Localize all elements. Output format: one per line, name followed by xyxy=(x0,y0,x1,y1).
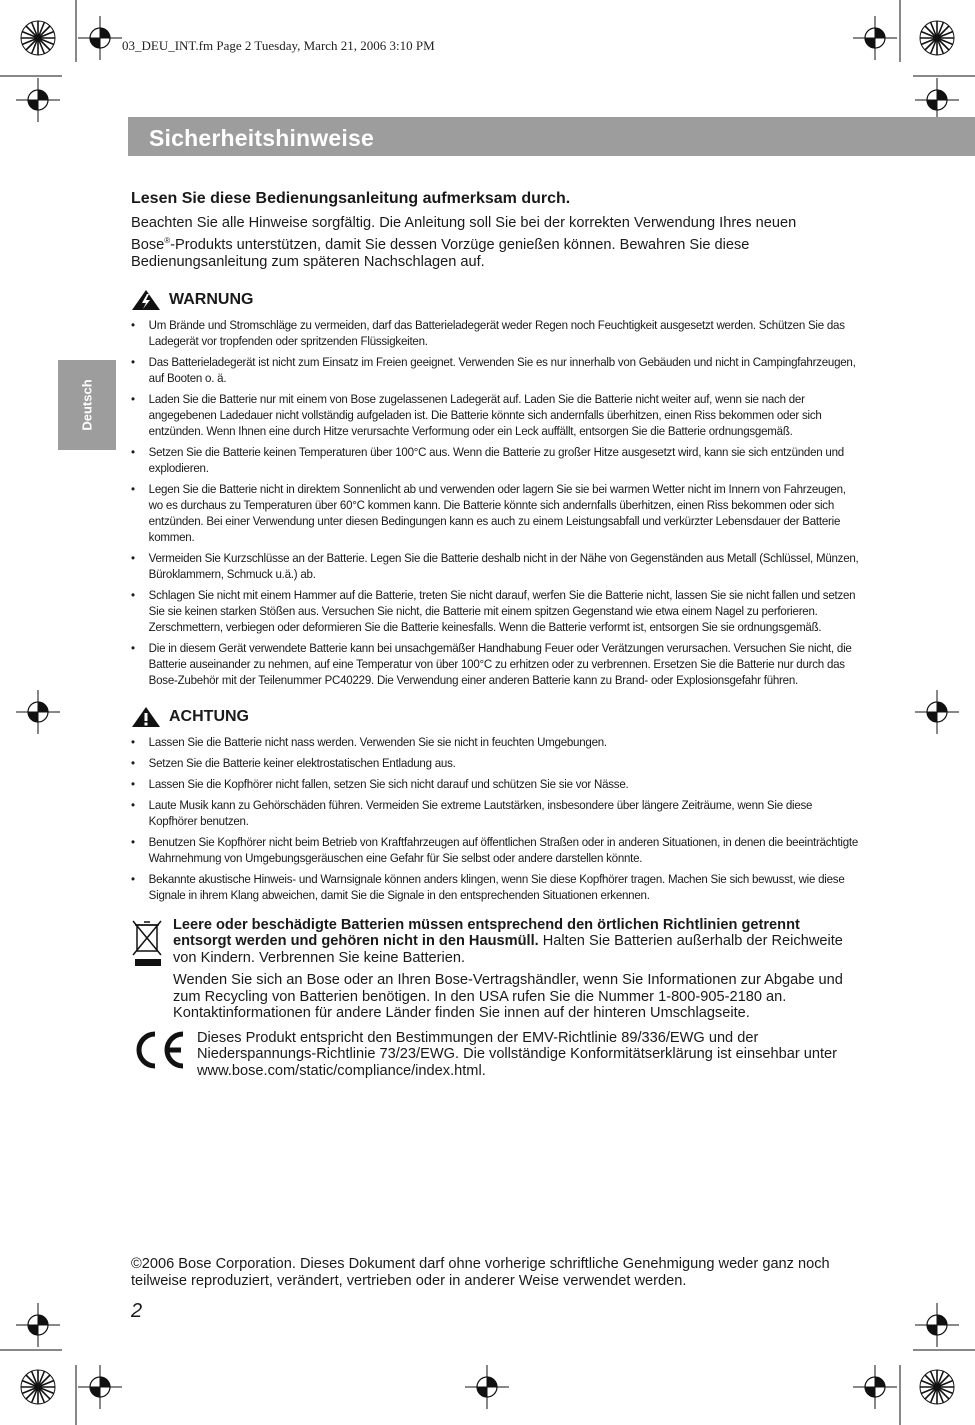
crossed-out-bin-icon xyxy=(131,917,165,969)
compliance-note xyxy=(131,1030,843,1086)
list-item: • Das Batterieladegerät ist nicht zum Einsatz im Freien geeignet. Verwenden Sie es nur innerhalb von Gebäuden und nicht in Campingfahrzeugen, auf Booten o. ä. xyxy=(131,354,859,386)
list-item: • Legen Sie die Batterie nicht in direktem Sonnenlicht ab und verwenden oder lagern Sie sie bei warmen Wetter nicht im Innern von Fahrzeugen, wo es durchaus zu Temperaturen über 60°C kommen kann. Die Batterie könnte sich andernfalls überhitzen, einen Riss bekommen oder sich entzünden. Bei einer Verwendung unter diesen Bedingungen kann es auch zu einem Leistungsabfall und verkürzter Lebensdauer der Batterie kommen. xyxy=(131,481,859,545)
registration-mark-icon xyxy=(853,1365,897,1409)
page-title: Sicherheitshinweise xyxy=(149,125,374,151)
compliance-text: Dieses Produkt entspricht den Bestimmungen der EMV-Richtlinie 89/336/EWG und der Niederspannungs-Richtlinie 73/23/EWG. Die vollständige Konformitätserklärung ist einsehbar unter www.bose.com/static/compliance/index.html. xyxy=(197,1029,838,1079)
list-item: • Schlagen Sie nicht mit einem Hammer auf die Batterie, treten Sie nicht darauf, werfen Sie die Batterie nicht, lassen Sie sie nicht fallen und setzen Sie sie keinen starken Stößen aus. Versuchen Sie nicht, die Batterie mit einem spitzen Gegenstand wie etwa einem Nagel zu perforieren. Zerschmettern, verbiegen oder deformieren Sie die Batterie keinesfalls. Wenn die Batterie verformt ist, entsorgen Sie sie ordnungsgemäß. xyxy=(131,587,859,635)
disposal-bold: Leere oder beschädigte Batterien müssen entsprechend den örtlichen Richtlinien getrennt entsorgt werden und gehören nicht in den Hausmüll. xyxy=(173,916,800,950)
registration-mark-icon xyxy=(853,16,897,60)
caution-heading xyxy=(131,704,843,730)
registration-mark-icon xyxy=(16,1303,60,1347)
page-number: 2 xyxy=(131,1300,143,1322)
ce-mark-icon xyxy=(131,1030,187,1070)
star-target-icon xyxy=(920,1370,954,1404)
list-item: • Vermeiden Sie Kurzschlüsse an der Batterie. Legen Sie die Batterie deshalb nicht in der Nähe von Gegenständen aus Metall (Schlüssel, Münzen, Büroklammern, Schmuck u.ä.) ab. xyxy=(131,550,859,582)
intro-text-a: Beachten Sie alle Hinweise sorgfältig. Die Anleitung soll Sie bei der korrekten Verwendung Ihres neuen Bose xyxy=(131,215,797,253)
warning-label: WARNUNG xyxy=(169,290,254,308)
caution-exclamation-icon xyxy=(131,706,161,728)
list-item: • Benutzen Sie Kopfhörer nicht beim Betrieb von Kraftfahrzeugen auf öffentlichen Straßen oder in anderen Situationen, in denen die beeinträchtigte Wahrnehmung von Umgebungsgeräuschen eine Gefahr für Sie selbst oder andere darstellen könnte. xyxy=(131,834,859,866)
registration-mark-icon xyxy=(16,78,60,122)
intro-heading: Lesen Sie diese Bedienungsanleitung aufmerksam durch. xyxy=(131,190,571,207)
disposal-note xyxy=(131,917,843,1028)
list-item: • Bekannte akustische Hinweis- und Warnsignale können anders klingen, wenn Sie diese Kopfhörer tragen. Machen Sie sich bewusst, wie diese Signale in ihrem Klang abweichen, damit Sie die Signale in den entsprechenden Situationen erkennen. xyxy=(131,871,859,903)
recycling-text: Wenden Sie sich an Bose oder an Ihren Bose-Vertragshändler, wenn Sie Informationen zur Abgabe und zum Recycling von Batterien benötigen. In den USA rufen Sie die Nummer 1-800-905-2180 an. Kontaktinformationen für andere Länder finden Sie innen auf der hinteren Umschlagseite. xyxy=(173,972,843,1022)
list-item: • Laden Sie die Batterie nur mit einem von Bose zugelassenen Ladegerät auf. Laden Sie die Batterie nicht weiter auf, wenn sie nach der angegebenen Ladedauer nicht vollständig aufgeladen ist. Die Batterie könnte sich andernfalls überhitzen, einen Riss bekommen oder sich entzünden. Wenn Ihnen eine durch Hitze verursachte Verformung oder ein Leck auffällt, entsorgen Sie die Batterie ordnungsgemäß. xyxy=(131,391,859,439)
electric-shock-warning-icon xyxy=(131,289,161,311)
intro-text xyxy=(131,215,843,271)
list-item: • Um Brände und Stromschläge zu vermeiden, darf das Batterieladegerät weder Regen noch Feuchtigkeit ausgesetzt werden. Schützen Sie das Ladegerät vor tropfenden oder spritzenden Flüssigkeiten. xyxy=(131,317,859,349)
list-item: • Laute Musik kann zu Gehörschäden führen. Vermeiden Sie extreme Lautstärken, insbesondere über längere Zeiträume, wenn Sie diese Kopfhörer benutzen. xyxy=(131,797,859,829)
registration-mark-icon xyxy=(915,690,959,734)
warning-heading xyxy=(131,287,843,313)
disposal-plain: Halten Sie Batterien außerhalb der Reichweite von Kindern. Verbrennen Sie keine Batterien. xyxy=(173,933,843,966)
list-item: • Lassen Sie die Batterie nicht nass werden. Verwenden Sie sie nicht in feuchten Umgebungen. xyxy=(131,734,859,750)
language-tab xyxy=(58,360,116,450)
warning-list xyxy=(131,317,859,688)
list-item: • Setzen Sie die Batterie keinen Temperaturen über 100°C aus. Wenn die Batterie zu großer Hitze ausgesetzt wird, kann sie sich entzünden und explodieren. xyxy=(131,444,859,476)
language-tab-label: Deutsch xyxy=(79,379,95,431)
intro-text-b: -Produkts unterstützen, damit Sie dessen Vorzüge genießen können. Bewahren Sie diese Bedienungsanleitung zum späteren Nachschlagen auf. xyxy=(131,236,750,270)
list-item: • Lassen Sie die Kopfhörer nicht fallen, setzen Sie sich nicht darauf und schützen Sie sie vor Nässe. xyxy=(131,776,859,792)
registration-mark-icon xyxy=(78,16,122,60)
registration-mark-icon xyxy=(78,1365,122,1409)
caution-label: ACHTUNG xyxy=(169,707,249,725)
print-header: 03_DEU_INT.fm Page 2 Tuesday, March 21, 2006 3:10 PM xyxy=(122,38,435,53)
title-bar xyxy=(128,117,975,156)
registration-mark-icon xyxy=(465,1365,509,1409)
star-target-icon xyxy=(21,1370,55,1404)
list-item: • Setzen Sie die Batterie keiner elektrostatischen Entladung aus. xyxy=(131,755,859,771)
registration-mark-icon xyxy=(915,1303,959,1347)
caution-list xyxy=(131,734,859,903)
disposal-text xyxy=(173,917,843,967)
registration-mark-icon xyxy=(16,690,60,734)
list-item: • Die in diesem Gerät verwendete Batterie kann bei unsachgemäßer Handhabung Feuer oder Verätzungen verursachen. Versuchen Sie nicht, die Batterie auseinander zu nehmen, auf eine Temperatur von über 100°C zu erhitzen oder zu verbrennen. Ersetzen Sie die Batterie nur durch das Bose-Zubehör mit der Teilenummer PC40229. Die Verwendung einer anderen Batterie kann zu Brand- oder Explosionsgefahr führen. xyxy=(131,640,859,688)
star-target-icon xyxy=(21,21,55,55)
copyright-notice: ©2006 Bose Corporation. Dieses Dokument darf ohne vorherige schriftliche Genehmigung weder ganz noch teilweise reproduziert, verändert, vertrieben oder in anderer Weise verwendet werden. xyxy=(131,1256,830,1289)
main-content xyxy=(131,190,859,1085)
registered-mark: ® xyxy=(164,236,171,245)
star-target-icon xyxy=(920,21,954,55)
registration-mark-icon xyxy=(915,78,959,122)
